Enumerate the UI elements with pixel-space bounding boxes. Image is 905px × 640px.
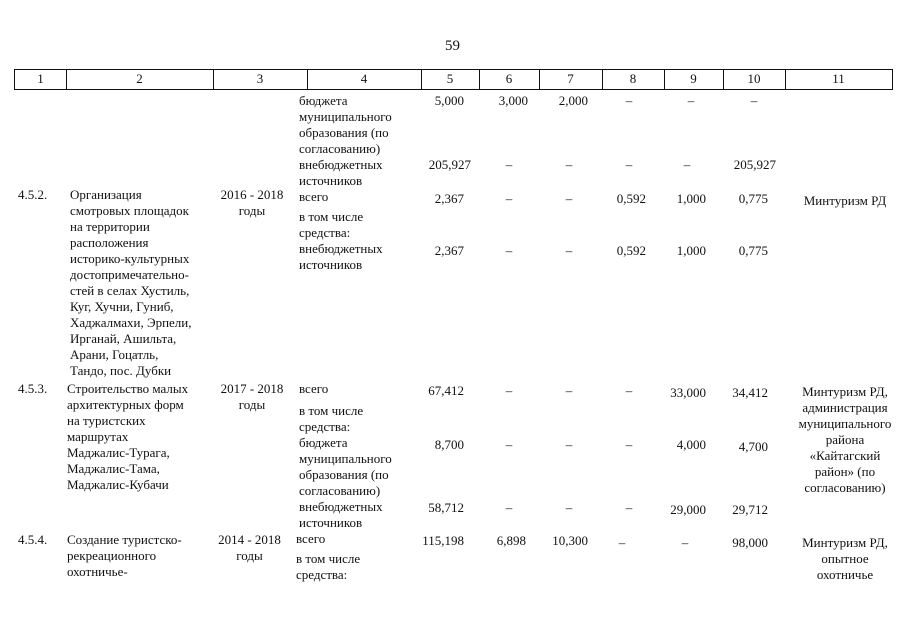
header-col-1: 1 bbox=[37, 71, 44, 86]
header-col-7: 7 bbox=[567, 71, 574, 86]
value-cell: 33,000 bbox=[670, 385, 706, 400]
header-col-3: 3 bbox=[256, 71, 264, 86]
item-period: 2017 - 2018 годы bbox=[220, 381, 284, 412]
header-col-4: 4 bbox=[360, 71, 368, 86]
value-cell: – bbox=[687, 93, 695, 108]
value-cell: 8,700 bbox=[434, 437, 464, 452]
value-cell: 34,412 bbox=[732, 385, 768, 400]
source-label: всего bbox=[296, 531, 326, 546]
item-number: 4.5.3. bbox=[18, 381, 48, 396]
source-label: в том числе средства: bbox=[296, 551, 361, 582]
value-cell: – bbox=[565, 191, 573, 206]
header-col-9: 9 bbox=[690, 71, 697, 86]
source-label: внебюджетных источников bbox=[299, 157, 383, 188]
value-cell: – bbox=[565, 243, 573, 258]
source-label: внебюджетных источников bbox=[299, 241, 383, 272]
item-number: 4.5.2. bbox=[18, 187, 48, 202]
source-label: бюджета муниципального образования (по согласованию) bbox=[299, 435, 392, 498]
value-cell: – bbox=[681, 535, 689, 550]
header-col-11: 11 bbox=[832, 71, 845, 86]
header-col-6: 6 bbox=[505, 71, 513, 86]
value-cell: 58,712 bbox=[428, 500, 464, 515]
item-number: 4.5.4. bbox=[18, 532, 48, 547]
value-cell: 0,775 bbox=[738, 243, 768, 258]
value-cell: 205,927 bbox=[733, 157, 776, 172]
item-period: 2014 - 2018 годы bbox=[218, 532, 281, 563]
value-cell: 1,000 bbox=[676, 191, 706, 206]
value-cell: 6,898 bbox=[496, 533, 526, 548]
value-cell: 0,592 bbox=[616, 191, 646, 206]
value-cell: 4,700 bbox=[738, 439, 768, 454]
value-cell: 3,000 bbox=[498, 93, 528, 108]
value-cell: – bbox=[625, 93, 633, 108]
value-cell: – bbox=[505, 191, 513, 206]
header-col-10: 10 bbox=[747, 71, 761, 86]
value-cell: 98,000 bbox=[732, 535, 768, 550]
source-label: всего bbox=[299, 189, 329, 204]
source-label: всего bbox=[299, 381, 329, 396]
table-header bbox=[14, 69, 893, 90]
value-cell: – bbox=[505, 500, 513, 515]
value-cell: 2,000 bbox=[558, 93, 588, 108]
value-cell: 5,000 bbox=[434, 93, 464, 108]
item-executor: Минтуризм РД, опытное охотничье bbox=[802, 535, 888, 582]
source-label: в том числе средства: bbox=[299, 209, 364, 240]
value-cell: 29,000 bbox=[670, 502, 706, 517]
value-cell: – bbox=[505, 383, 513, 398]
source-label: бюджета муниципального образования (по согласованию) bbox=[299, 93, 392, 156]
value-cell: – bbox=[505, 243, 513, 258]
page-number: 59 bbox=[445, 38, 460, 54]
value-cell: – bbox=[565, 383, 573, 398]
value-cell: 205,927 bbox=[428, 157, 471, 172]
item-name: Организация смотровых площадок на территории расположения историко-культурных достопримечательно- стей в селах Хустиль, Куг, Хучни, Гуниб, Хаджалмахи, Эрпели, Ирганай, Ашильта, Арани, Гоцатль, Тандо, пос. Дубки bbox=[70, 187, 192, 378]
value-cell: – bbox=[625, 500, 633, 515]
value-cell: – bbox=[683, 157, 691, 172]
value-cell: – bbox=[618, 535, 626, 550]
value-cell: – bbox=[750, 93, 758, 108]
value-cell: 0,775 bbox=[738, 191, 768, 206]
item-period: 2016 - 2018 годы bbox=[220, 187, 284, 218]
value-cell: 29,712 bbox=[732, 502, 768, 517]
value-cell: – bbox=[505, 157, 513, 172]
value-cell: 67,412 bbox=[428, 383, 464, 398]
value-cell: – bbox=[565, 500, 573, 515]
item-executor: Минтуризм РД, администрация муниципального района «Кайтагский район» (по согласованию) bbox=[798, 384, 892, 495]
header-col-8: 8 bbox=[629, 71, 637, 86]
value-cell: 0,592 bbox=[616, 243, 646, 258]
item-executor: Минтуризм РД bbox=[803, 193, 887, 208]
value-cell: – bbox=[625, 437, 633, 452]
value-cell: – bbox=[565, 437, 573, 452]
value-cell: – bbox=[625, 383, 633, 398]
item-name: Строительство малых архитектурных форм на туристских маршрутах Маджалис-Турага, Маджалис-Тама, Маджалис-Кубачи bbox=[67, 381, 189, 492]
value-cell: 10,300 bbox=[552, 533, 588, 548]
value-cell: 115,198 bbox=[422, 533, 464, 548]
value-cell: 4,000 bbox=[676, 437, 706, 452]
item-name: Создание туристско- рекреационного охотничье- bbox=[67, 532, 182, 579]
header-col-5: 5 bbox=[446, 71, 454, 86]
header-col-2: 2 bbox=[136, 71, 143, 86]
source-label: внебюджетных источников bbox=[299, 499, 383, 530]
value-cell: 2,367 bbox=[434, 191, 464, 206]
source-label: в том числе средства: bbox=[299, 403, 364, 434]
value-cell: – bbox=[625, 157, 633, 172]
value-cell: – bbox=[565, 157, 573, 172]
value-cell: – bbox=[505, 437, 513, 452]
value-cell: 1,000 bbox=[676, 243, 706, 258]
value-cell: 2,367 bbox=[434, 243, 464, 258]
